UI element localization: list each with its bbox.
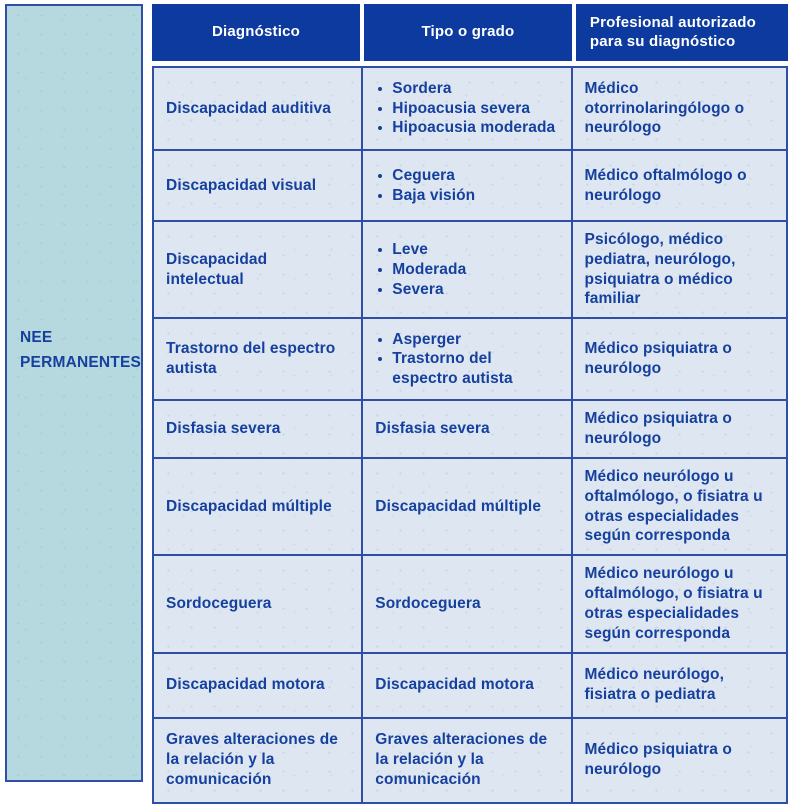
bullet-item: Severa (375, 280, 466, 300)
tipo-cell (363, 222, 572, 317)
tipo-bullet-list (375, 330, 558, 389)
profesional-cell: Médico otorrinolaringólogo o neurólogo (573, 68, 786, 149)
tipo-cell (363, 151, 572, 220)
bullet-item: Asperger (375, 330, 558, 350)
table-row (154, 654, 786, 719)
profesional-cell: Médico psiquiatra o neurólogo (573, 319, 786, 399)
table-row (154, 719, 786, 802)
diagnostico-cell: Sordoceguera (154, 556, 363, 651)
tipo-cell: Discapacidad motora (363, 654, 572, 717)
diagnostico-cell: Discapacidad intelectual (154, 222, 363, 317)
profesional-cell: Médico neurólogo u oftalmólogo, o fisiatra u otras especialidades según corresponda (573, 556, 786, 651)
tipo-cell: Disfasia severa (363, 401, 572, 457)
bullet-item: Sordera (375, 79, 555, 99)
table-header-row (152, 4, 788, 61)
profesional-cell: Médico psiquiatra o neurólogo (573, 719, 786, 802)
table-body (152, 66, 788, 804)
bullet-item: Moderada (375, 260, 466, 280)
table-row (154, 319, 786, 401)
tipo-cell: Sordoceguera (363, 556, 572, 651)
table-row (154, 556, 786, 653)
header-tipo-grado: Tipo o grado (364, 4, 572, 61)
bullet-item: Baja visión (375, 186, 475, 206)
header-profesional: Profesional autorizado para su diagnóstico (576, 4, 788, 61)
profesional-cell: Médico neurólogo, fisiatra o pediatra (573, 654, 786, 717)
bullet-item: Ceguera (375, 166, 475, 186)
bullet-item: Hipoacusia moderada (375, 118, 555, 138)
header-diagnostico: Diagnóstico (152, 4, 360, 61)
tipo-cell: Graves alteraciones de la relación y la comunicación (363, 719, 572, 802)
bullet-item: Hipoacusia severa (375, 99, 555, 119)
bullet-item: Trastorno del espectro autista (375, 349, 558, 389)
bullet-item: Leve (375, 240, 466, 260)
tipo-cell (363, 319, 572, 399)
diagnostico-cell: Disfasia severa (154, 401, 363, 457)
profesional-cell: Médico psiquiatra o neurólogo (573, 401, 786, 457)
diagnostico-cell: Graves alteraciones de la relación y la comunicación (154, 719, 363, 802)
table-row (154, 151, 786, 222)
table-row (154, 459, 786, 556)
diagnostico-cell: Trastorno del espectro autista (154, 319, 363, 399)
tipo-bullet-list (375, 240, 466, 299)
profesional-cell: Psicólogo, médico pediatra, neurólogo, psiquiatra o médico familiar (573, 222, 786, 317)
nee-table (152, 4, 788, 788)
tipo-cell (363, 68, 572, 149)
tipo-cell: Discapacidad múltiple (363, 459, 572, 554)
diagnostico-cell: Discapacidad auditiva (154, 68, 363, 149)
diagnostico-cell: Discapacidad visual (154, 151, 363, 220)
profesional-cell: Médico neurólogo u oftalmólogo, o fisiatra u otras especialidades según corresponda (573, 459, 786, 554)
tipo-bullet-list (375, 79, 555, 138)
profesional-cell: Médico oftalmólogo o neurólogo (573, 151, 786, 220)
nee-permanentes-sidebar (5, 4, 143, 782)
sidebar-label: NEE PERMANENTES (20, 329, 142, 371)
diagnostico-cell: Discapacidad múltiple (154, 459, 363, 554)
diagnostico-cell: Discapacidad motora (154, 654, 363, 717)
tipo-bullet-list (375, 166, 475, 206)
table-row (154, 222, 786, 319)
table-row (154, 401, 786, 459)
table-row (154, 68, 786, 151)
